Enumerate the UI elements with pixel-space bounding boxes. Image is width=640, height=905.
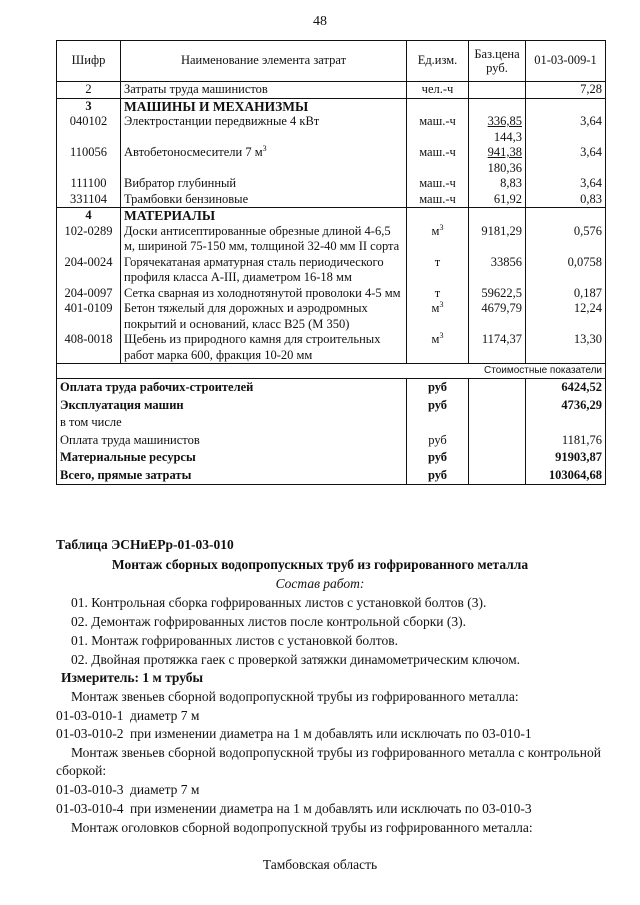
row-norm-value-text: 7,28 bbox=[580, 82, 602, 96]
summary-unit: руб bbox=[407, 432, 469, 450]
work-item: 02. Демонтаж гофрированных листов после контрольной сборки (3). bbox=[71, 614, 466, 629]
work-item: 01. Монтаж гофрированных листов с установкой болтов. bbox=[71, 633, 398, 648]
row-unit-text: маш.-ч bbox=[419, 114, 456, 128]
row-code: 110056 bbox=[57, 145, 121, 176]
header-code: Шифр bbox=[57, 41, 121, 82]
header-base-price-text: Баз.цена руб. bbox=[474, 47, 520, 75]
row-unit-text: м bbox=[431, 223, 440, 238]
header-name: Наименование элемента затрат bbox=[121, 41, 407, 82]
row-name bbox=[121, 145, 407, 176]
row-name bbox=[121, 82, 407, 99]
norm-text: диаметр 7 м bbox=[130, 708, 200, 723]
summary-unit bbox=[407, 414, 469, 432]
summary-empty-cell bbox=[469, 379, 526, 397]
norm-text: диаметр 7 м bbox=[130, 782, 200, 797]
row-unit bbox=[407, 176, 469, 192]
summary-value: 1181,76 bbox=[526, 432, 606, 450]
row-base-price bbox=[469, 176, 526, 192]
row-norm-value-text: 0,83 bbox=[580, 191, 602, 206]
row-unit-text: т bbox=[434, 285, 441, 300]
summary-row bbox=[57, 449, 606, 467]
header-base-price bbox=[469, 41, 526, 82]
summary-value bbox=[526, 414, 606, 432]
summary-unit: руб bbox=[407, 449, 469, 467]
work-item: 01. Контрольная сборка гофрированных листов с установкой болтов (3). bbox=[71, 595, 487, 610]
row-unit bbox=[407, 286, 469, 302]
row-norm-value bbox=[526, 82, 606, 99]
description: Монтаж оголовков сборной водопропускной трубы из гофрированного металла: bbox=[71, 820, 533, 835]
summary-value: 103064,68 bbox=[526, 467, 606, 485]
row-base-price-value: 1174,37 bbox=[481, 332, 522, 346]
row-norm-value bbox=[526, 208, 606, 224]
row-norm-value bbox=[526, 98, 606, 114]
summary-row bbox=[57, 397, 606, 415]
row-norm-value-text: 3,64 bbox=[580, 114, 602, 128]
summary-value: 4736,29 bbox=[526, 397, 606, 415]
row-unit bbox=[407, 255, 469, 286]
resource-row bbox=[57, 114, 606, 145]
summary-empty-cell bbox=[469, 432, 526, 450]
table-title: Монтаж сборных водопропускных труб из гофрированного металла bbox=[111, 557, 529, 572]
row-norm-value bbox=[526, 301, 606, 332]
row-base-price-value: 33856 bbox=[490, 254, 522, 269]
row-code: 4 bbox=[57, 208, 121, 224]
row-code: 331104 bbox=[57, 192, 121, 208]
summary-empty-cell bbox=[469, 414, 526, 432]
row-unit-text: м bbox=[431, 332, 440, 346]
row-unit bbox=[407, 192, 469, 208]
row-name-text: МАШИНЫ И МЕХАНИЗМЫ bbox=[124, 98, 309, 114]
row-base-price bbox=[469, 286, 526, 302]
row-base-price-value: 59622,5 bbox=[481, 285, 522, 300]
row-base-price bbox=[469, 301, 526, 332]
resource-row bbox=[57, 332, 606, 364]
row-name-text: Горячекатаная арматурная сталь периодического профиля класса А-III, диаметром 16-18 мм bbox=[124, 254, 384, 284]
resource-row bbox=[57, 255, 606, 286]
row-unit bbox=[407, 145, 469, 176]
row-norm-value bbox=[526, 255, 606, 286]
summary-value: 6424,52 bbox=[526, 379, 606, 397]
row-norm-value-text: 0,0758 bbox=[567, 254, 602, 269]
summary-row bbox=[57, 432, 606, 450]
row-name bbox=[121, 192, 407, 208]
row-unit-text: маш.-ч bbox=[419, 191, 456, 206]
row-norm-value-text: 0,576 bbox=[573, 223, 602, 238]
row-name bbox=[121, 114, 407, 145]
row-unit-superscript: 3 bbox=[439, 299, 444, 309]
row-unit bbox=[407, 301, 469, 332]
row-norm-value-text: 0,187 bbox=[573, 285, 602, 300]
row-name-text: Доски антисептированные обрезные длиной 4-6,5 м, шириной 75-150 мм, толщиной 32-40 мм II сорта bbox=[124, 223, 400, 253]
meter-line: Измеритель: 1 м трубы bbox=[61, 670, 204, 685]
row-norm-value bbox=[526, 176, 606, 192]
row-base-price bbox=[469, 208, 526, 224]
resource-row bbox=[57, 145, 606, 176]
row-unit bbox=[407, 82, 469, 99]
row-name-text: Бетон тяжелый для дорожных и аэродромных покрытий и оснований, класс В25 (М 350) bbox=[124, 301, 368, 331]
row-base-price-secondary: 180,36 bbox=[487, 160, 522, 175]
summary-empty-cell bbox=[469, 467, 526, 485]
summary-row bbox=[57, 467, 606, 485]
row-base-price bbox=[469, 192, 526, 208]
row-unit-superscript: 3 bbox=[439, 330, 444, 340]
table-id: Таблица ЭСНиЕРр-01-03-010 bbox=[56, 537, 234, 552]
row-code: 3 bbox=[57, 98, 121, 114]
row-norm-value bbox=[526, 145, 606, 176]
norm-text: при изменении диаметра на 1 м добавлять или исключать по 03-010-3 bbox=[130, 801, 532, 816]
row-unit-text: м bbox=[431, 301, 440, 315]
row-name-text: Вибратор глубинный bbox=[124, 176, 237, 190]
row-name-superscript: 3 bbox=[262, 143, 267, 153]
row-base-price-value: 8,83 bbox=[500, 176, 522, 190]
band-label: Стоимостные показатели bbox=[57, 364, 606, 379]
summary-name: Материальные ресурсы bbox=[57, 449, 407, 467]
section-row bbox=[57, 98, 606, 114]
row-name bbox=[121, 301, 407, 332]
norm-code: 01-03-010-1 bbox=[56, 708, 124, 723]
row-name bbox=[121, 332, 407, 364]
summary-name: Оплата труда машинистов bbox=[57, 432, 407, 450]
row-base-price-value: 61,92 bbox=[493, 191, 522, 206]
row-norm-value-text: 12,24 bbox=[573, 301, 602, 315]
row-unit bbox=[407, 114, 469, 145]
row-unit-text: маш.-ч bbox=[419, 145, 456, 159]
row-unit bbox=[407, 98, 469, 114]
row-unit-text: т bbox=[434, 254, 441, 269]
row-norm-value-text: 13,30 bbox=[573, 332, 602, 346]
summary-name: в том числе bbox=[57, 414, 407, 432]
summary-value: 91903,87 bbox=[526, 449, 606, 467]
row-base-price-value: 9181,29 bbox=[481, 223, 522, 238]
row-norm-value bbox=[526, 192, 606, 208]
description: Монтаж звеньев сборной водопропускной трубы из гофрированного металла: bbox=[71, 689, 519, 704]
row-name-text: Сетка сварная из холоднотянутой проволоки 4-5 мм bbox=[124, 285, 401, 300]
row-name-text: МАТЕРИАЛЫ bbox=[124, 208, 216, 223]
summary-empty-cell bbox=[469, 397, 526, 415]
row-name-text: Автобетоносмесители 7 м bbox=[124, 145, 263, 159]
row-norm-value-text: 3,64 bbox=[580, 145, 602, 159]
summary-name: Эксплуатация машин bbox=[57, 397, 407, 415]
page-number: 48 bbox=[313, 14, 327, 29]
description-continued: сборкой: bbox=[56, 763, 107, 778]
row-base-price bbox=[469, 332, 526, 364]
section-row bbox=[57, 208, 606, 224]
row-unit bbox=[407, 224, 469, 255]
row-base-price bbox=[469, 98, 526, 114]
norm-code: 01-03-010-4 bbox=[56, 801, 124, 816]
summary-unit: руб bbox=[407, 467, 469, 485]
row-base-price-value: 4679,79 bbox=[481, 301, 522, 315]
row-norm-value bbox=[526, 286, 606, 302]
resource-row bbox=[57, 192, 606, 208]
row-name bbox=[121, 255, 407, 286]
row-code: 204-0024 bbox=[57, 255, 121, 286]
resource-row bbox=[57, 301, 606, 332]
summary-empty-cell bbox=[469, 449, 526, 467]
cost-table bbox=[56, 40, 606, 485]
row-base-price bbox=[469, 255, 526, 286]
resource-row bbox=[57, 82, 606, 99]
row-unit bbox=[407, 332, 469, 364]
row-name-text: Электростанции передвижные 4 кВт bbox=[124, 114, 320, 128]
header-unit: Ед.изм. bbox=[407, 41, 469, 82]
row-base-price bbox=[469, 224, 526, 255]
resource-row bbox=[57, 286, 606, 302]
summary-unit: руб bbox=[407, 379, 469, 397]
row-name bbox=[121, 98, 407, 114]
row-code: 040102 bbox=[57, 114, 121, 145]
summary-name: Всего, прямые затраты bbox=[57, 467, 407, 485]
cost-table-body bbox=[57, 82, 606, 485]
row-code: 2 bbox=[57, 82, 121, 99]
norm-text: при изменении диаметра на 1 м добавлять или исключать по 03-010-1 bbox=[130, 726, 532, 741]
row-unit-superscript: 3 bbox=[439, 222, 444, 232]
row-base-price bbox=[469, 82, 526, 99]
row-norm-value bbox=[526, 114, 606, 145]
row-base-price-value: 941,38 bbox=[487, 145, 522, 159]
row-norm-value bbox=[526, 224, 606, 255]
work-item: 02. Двойная протяжка гаек с проверкой затяжки динамометрическим ключом. bbox=[71, 652, 521, 667]
row-name bbox=[121, 176, 407, 192]
description: Монтаж звеньев сборной водопропускной трубы из гофрированного металла с контрольной bbox=[71, 745, 601, 760]
row-code: 204-0097 bbox=[57, 286, 121, 302]
summary-unit: руб bbox=[407, 397, 469, 415]
row-base-price bbox=[469, 114, 526, 145]
resource-row bbox=[57, 224, 606, 255]
row-code: 408-0018 bbox=[57, 332, 121, 364]
cost-indicators-band bbox=[57, 364, 606, 379]
norm-code: 01-03-010-2 bbox=[56, 726, 124, 741]
row-base-price bbox=[469, 145, 526, 176]
row-name bbox=[121, 286, 407, 302]
summary-row bbox=[57, 379, 606, 397]
row-name-text: Щебень из природного камня для строительных работ марка 600, фракция 10-20 мм bbox=[124, 332, 381, 362]
footer-region: Тамбовская область bbox=[262, 857, 378, 872]
row-norm-value-text: 3,64 bbox=[580, 176, 602, 190]
row-name-text: Затраты труда машинистов bbox=[124, 82, 268, 96]
resource-row bbox=[57, 176, 606, 192]
table-header-row bbox=[57, 41, 606, 82]
row-norm-value bbox=[526, 332, 606, 364]
header-norm: 01-03-009-1 bbox=[526, 41, 606, 82]
row-name-text: Трамбовки бензиновые bbox=[124, 191, 249, 206]
row-unit bbox=[407, 208, 469, 224]
norm-code: 01-03-010-3 bbox=[56, 782, 124, 797]
row-name bbox=[121, 224, 407, 255]
row-code: 111100 bbox=[57, 176, 121, 192]
summary-row bbox=[57, 414, 606, 432]
row-base-price-secondary: 144,3 bbox=[493, 129, 522, 144]
row-code: 102-0289 bbox=[57, 224, 121, 255]
row-unit-text: маш.-ч bbox=[419, 176, 456, 190]
row-name bbox=[121, 208, 407, 224]
works-heading: Состав работ: bbox=[275, 576, 365, 591]
row-base-price-value: 336,85 bbox=[487, 114, 522, 128]
row-unit-text: чел.-ч bbox=[421, 82, 454, 96]
summary-name: Оплата труда рабочих-строителей bbox=[57, 379, 407, 397]
row-code: 401-0109 bbox=[57, 301, 121, 332]
